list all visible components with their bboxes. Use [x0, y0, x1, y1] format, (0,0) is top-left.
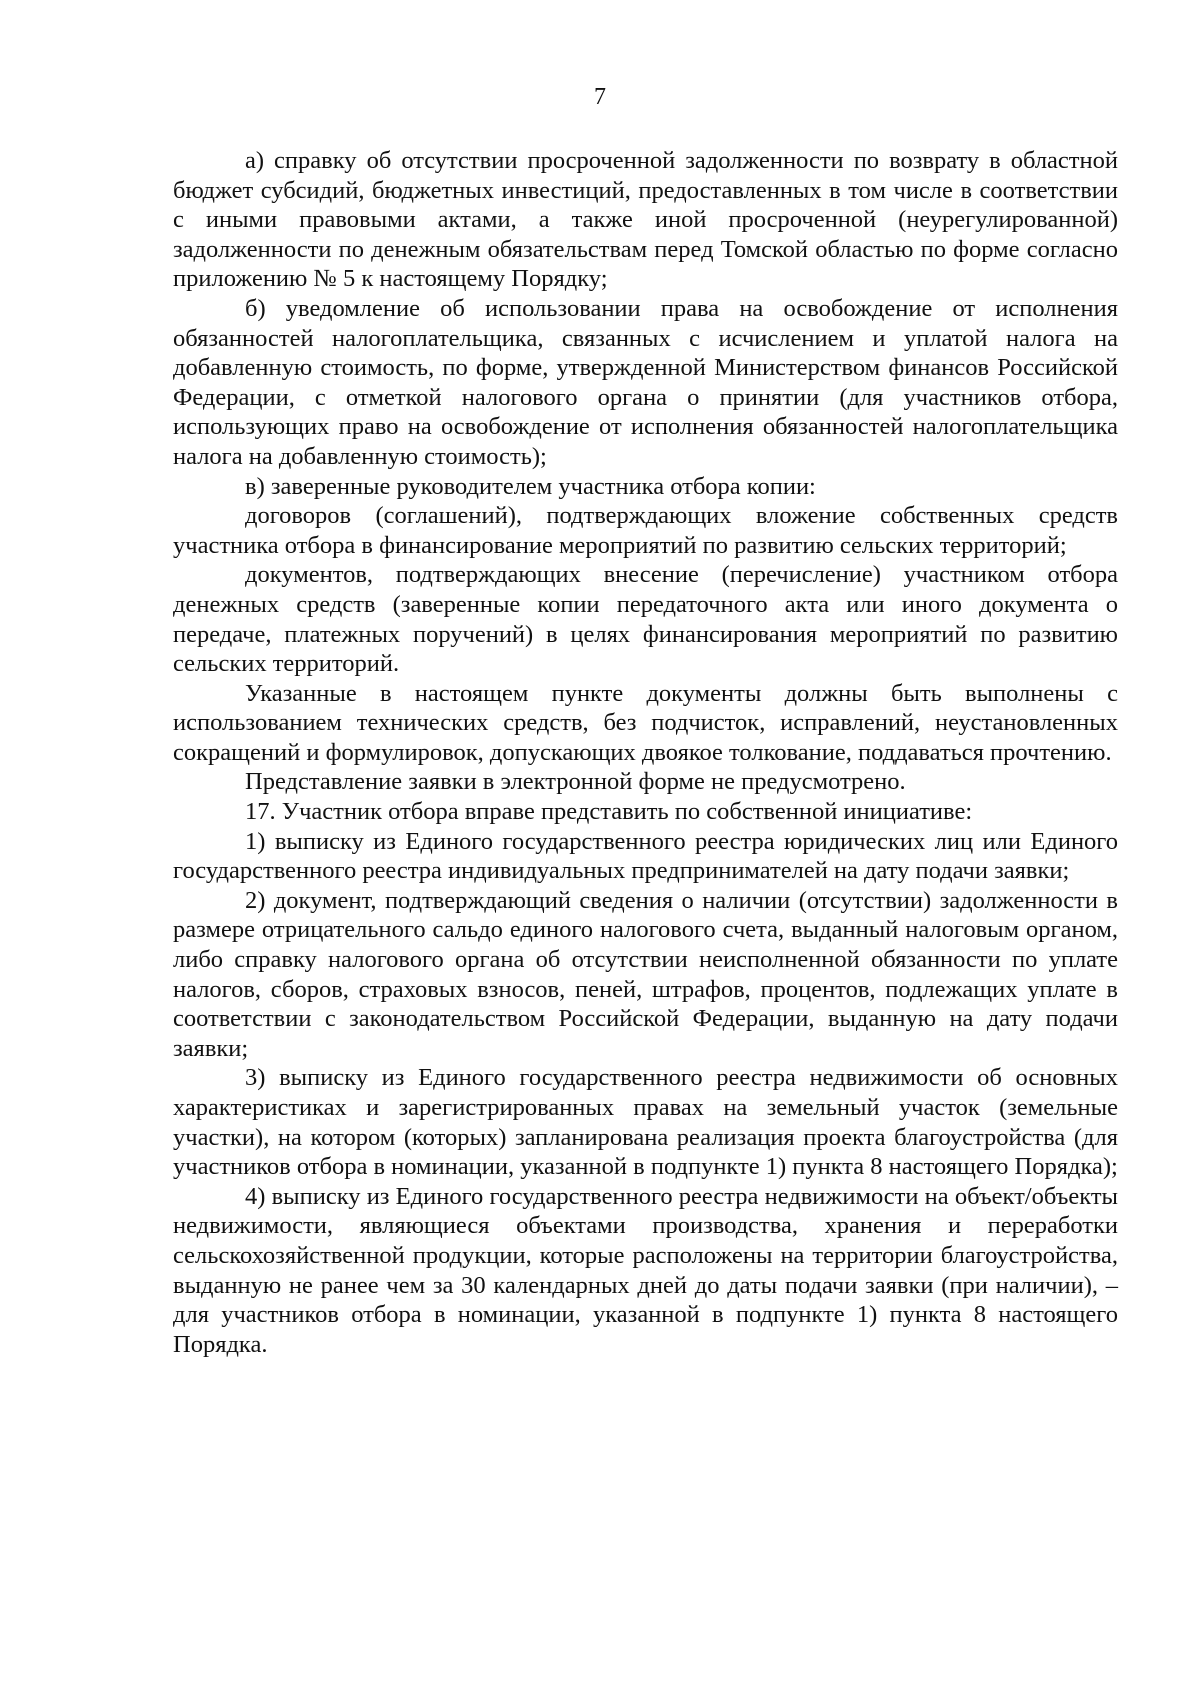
- paragraph-payment-documents: документов, подтверждающих внесение (перечисление) участником отбора денежных средств (заверенные копии передаточного акта или иного документа о передаче, платежных поручений) в целях финансирования мероприятий по развитию сельских территорий.: [173, 561, 1118, 678]
- paragraph-contracts: договоров (соглашений), подтверждающих вложение собственных средств участника отбора в финансирование мероприятий по развитию сельских территорий;: [173, 502, 1118, 559]
- paragraph-document-requirements: Указанные в настоящем пункте документы должны быть выполнены с использованием технических средств, без подчисток, исправлений, неустановленных сокращений и формулировок, допускающих двоякое толкование, поддаваться прочтению.: [173, 679, 1118, 766]
- paragraph-item-3: 3) выписку из Единого государственного реестра недвижимости об основных характеристиках и зарегистрированных правах на земельный участок (земельные участки), на котором (которых) запланирована реализация проекта благоустройства (для участников отбора в номинации, указанной в подпункте 1) пункта 8 настоящего Порядка);: [173, 1064, 1118, 1181]
- paragraph-electronic-form: Представление заявки в электронной форме не предусмотрено.: [245, 768, 906, 796]
- paragraph-item-b: б) уведомление об использовании права на освобождение от исполнения обязанностей налогоплательщика, связанных с исчислением и уплатой налога на добавленную стоимость, по форме, утвержденной Министерством финансов Российской Федерации, с отметкой налогового органа о принятии (для участников отбора, использующих право на освобождение от исполнения обязанностей налогоплательщика налога на добавленную стоимость);: [173, 294, 1118, 470]
- paragraph-item-v: в) заверенные руководителем участника отбора копии:: [245, 472, 816, 500]
- paragraph-item-a: а) справку об отсутствии просроченной задолженности по возврату в областной бюджет субсидий, бюджетных инвестиций, предоставленных в том числе в соответствии с иными правовыми актами, а также иной просроченной (неурегулированной) задолженности по денежным обязательствам перед Томской областью по форме согласно приложению № 5 к настоящему Порядку;: [173, 147, 1118, 293]
- paragraph-item-1: 1) выписку из Единого государственного реестра юридических лиц или Единого государственного реестра индивидуальных предпринимателей на дату подачи заявки;: [173, 827, 1118, 885]
- paragraph-clause-17: 17. Участник отбора вправе представить по собственной инициативе:: [245, 798, 973, 826]
- document-body: [173, 146, 1118, 1359]
- paragraph-item-4: 4) выписку из Единого государственного реестра недвижимости на объект/объекты недвижимости, являющиеся объектами производства, хранения и переработки сельскохозяйственной продукции, которые расположены на территории благоустройства, выданную не ранее чем за 30 календарных дней до даты подачи заявки (при наличии), – для участников отбора в номинации, указанной в подпункте 1) пункта 8 настоящего Порядка.: [173, 1182, 1118, 1358]
- page-number: 7: [594, 84, 606, 110]
- paragraph-item-2: 2) документ, подтверждающий сведения о наличии (отсутствии) задолженности в размере отрицательного сальдо единого налогового счета, выданный налоговым органом, либо справку налогового органа об отсутствии неисполненной обязанности по уплате налогов, сборов, страховых взносов, пеней, штрафов, процентов, подлежащих уплате в соответствии с законодательством Российской Федерации, выданную на дату подачи заявки;: [173, 886, 1118, 1062]
